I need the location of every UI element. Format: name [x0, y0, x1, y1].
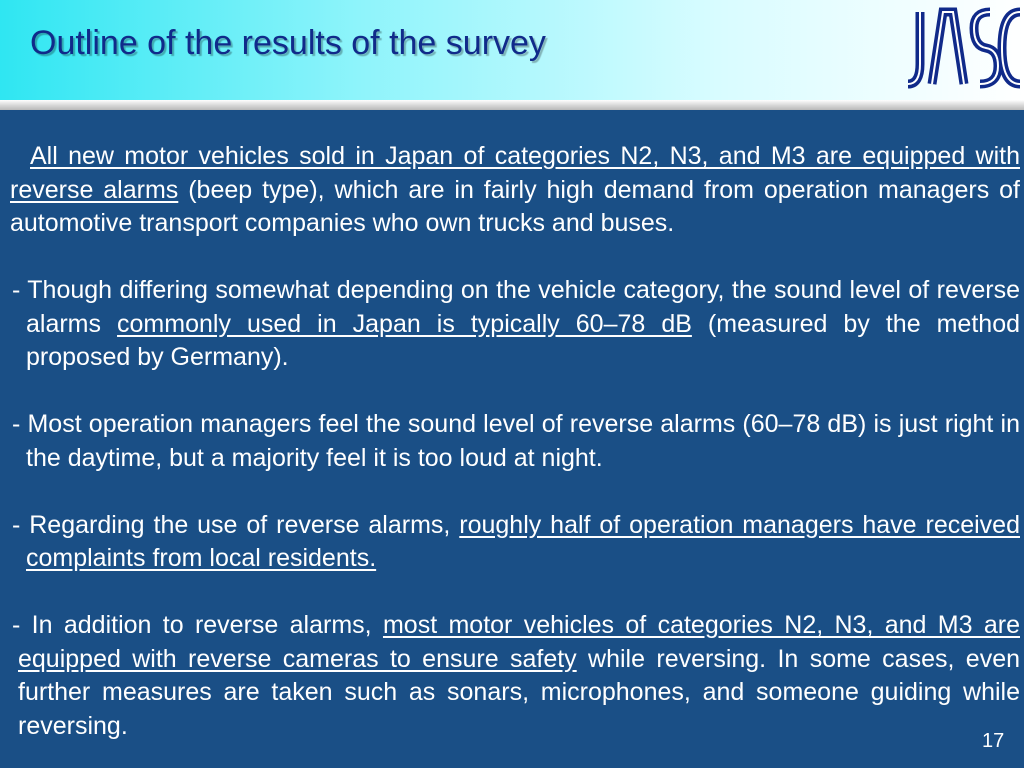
bullet-underlined-text: roughly half of operation managers have received complaints from local residents.	[26, 510, 1020, 572]
slide-body	[10, 140, 1020, 743]
bullet-text: while reversing. In some cases, even further measures are taken such as sonars, microphones, and someone guiding while reversing.	[18, 644, 1020, 740]
bullet-reverse-cameras	[10, 609, 1020, 743]
slide-header	[0, 0, 1024, 100]
bullet-complaints	[10, 509, 1020, 576]
bullet-underlined-text: most motor vehicles of categories N2, N3, and M3 are equipped with reverse cameras to ensure safety	[18, 611, 1020, 673]
intro-text: (beep type), which are in fairly high demand from operation managers of automotive transport companies who own trucks and buses.	[10, 175, 1020, 237]
jasic-logo	[896, 2, 1020, 94]
page-number: 17	[982, 730, 1005, 752]
bullet-text: - In addition to reverse alarms,	[12, 611, 383, 639]
bullet-text: - Regarding the use of reverse alarms,	[12, 510, 460, 539]
intro-paragraph	[10, 140, 1020, 241]
slide-title: Outline of the results of the survey	[30, 24, 546, 62]
bullet-sound-level	[10, 274, 1020, 375]
header-divider	[0, 100, 1024, 110]
bullet-underlined-text: commonly used in Japan is typically 60–78 dB	[117, 309, 692, 338]
bullet-text: - Though differing somewhat depending on the vehicle category, the sound level of reverse alarms	[12, 276, 1020, 338]
intro-underlined-text: All new motor vehicles sold in Japan of categories N2, N3, and M3 are equipped with reverse alarms	[10, 142, 1020, 204]
bullet-text: - Most operation managers feel the sound level of reverse alarms (60–78 dB) is just right in the daytime, but a majority feel it is too loud at night.	[12, 410, 1020, 472]
bullet-text: (measured by the method proposed by Germany).	[26, 309, 1020, 371]
bullet-manager-opinion	[10, 408, 1020, 475]
